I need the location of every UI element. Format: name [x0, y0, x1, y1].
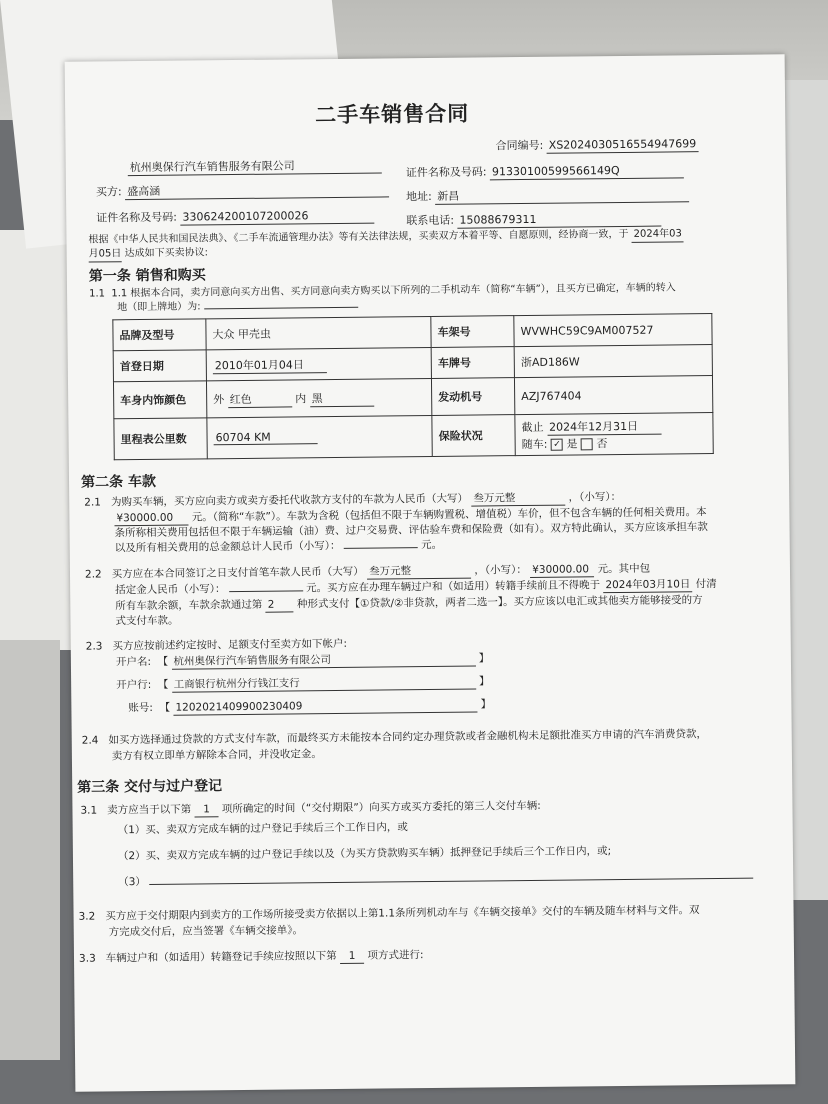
art2-2-text-h: 种形式支付【①贷款/②非贷款，两者二选一】。买方应该以电汇或其他卖方能够接受的方 [296, 594, 703, 611]
art1-1-no: 1.1 [89, 288, 106, 300]
art2-2-text-b: ，（小写）： [474, 563, 527, 577]
seller-cert-label: 证件名称及号码: [405, 165, 487, 180]
art2-1-line4 [115, 538, 443, 555]
art2-2-text-e: 元。买方应在办理车辆过户和（如适用）转籍手续前且不得晚于 [306, 579, 601, 595]
art3-1-opt3 [118, 869, 753, 890]
art3-1-opt1: （1）买、卖双方完成车辆的过户登记手续后三个工作日内，或 [117, 821, 408, 837]
checkbox-empty-icon [581, 438, 593, 450]
art2-1-text-a: 为购买车辆，买方应向卖方或卖方委托代收款方支付的车款为人民币（大写） [110, 492, 469, 509]
reg-date-label: 首登日期 [113, 350, 206, 382]
preamble-line1 [88, 227, 683, 248]
contract-no-row [495, 137, 698, 154]
acct-no-label: 账号: [128, 701, 154, 715]
mileage: 60704 KM [214, 430, 318, 445]
art2-1-line3: 条所称相关费用包括但不限于车辆运输（油）费、过户交易费、评估验车费和保险费（如有）。双方特此确认，买方应该承担车款 [114, 521, 708, 540]
transfer-place [204, 307, 358, 310]
reg-date: 2010年01月04日 [213, 356, 327, 374]
insurance-label: 保险状况 [432, 415, 515, 457]
art3-1-text-a: 卖方应当于以下第 [107, 803, 192, 817]
buyer-cert: 330624200107200026 [180, 209, 374, 226]
ins-until: 2024年12月31日 [547, 417, 661, 435]
ins-yes: 是 [566, 436, 578, 451]
contract-no-label: 合同编号: [495, 138, 544, 153]
art2-1-text-g: 元。 [421, 538, 443, 552]
art2-1-no: 2.1 [84, 496, 102, 509]
color-ext: 红色 [228, 390, 292, 408]
table-row [113, 376, 712, 419]
art2-1-text-b: ，（小写）： [568, 490, 622, 504]
art2-2-method: 2 [266, 597, 294, 612]
art2-2-amount-cn: 叁万元整 [367, 564, 471, 580]
art2-2-text-a: 买方应在本合同签订之日支付首笔车款人民币（大写） [111, 565, 364, 581]
art2-1-amount: ¥30000.00 [114, 511, 188, 527]
art3-2-line1 [79, 903, 700, 924]
art3-1-line1 [80, 799, 540, 819]
acct-no: 1202021409900230409 [173, 698, 477, 716]
art3-2-text-a: 买方应于交付期限内到卖方的工作场所接受卖方依据以上第1.1条所列机动车与《车辆交接单》交付的车辆及随车材料与文件。双 [105, 904, 700, 923]
art2-2-deposit [229, 590, 303, 592]
seller-cert: 91330100599566149Q [490, 163, 684, 180]
art3-2-no: 3.2 [78, 910, 96, 923]
art2-2-no: 2.2 [84, 568, 102, 581]
article2-title: 第二条 车款 [80, 473, 156, 491]
buyer-name: 盛高涵 [125, 182, 389, 200]
phone-row [406, 212, 661, 230]
art2-2-amount: ¥30000.00 [530, 562, 594, 578]
color-label: 车身内饰颜色 [113, 381, 206, 419]
art3-3-no: 3.3 [78, 952, 96, 965]
acct-name: 杭州奥保行汽车销售服务有限公司 [171, 652, 475, 670]
buyer-cert-row [96, 209, 374, 227]
plate-label: 车牌号 [431, 347, 514, 379]
art1-1-text2: 地（即上牌地）为: [117, 301, 201, 314]
engine-value: AZJ767404 [515, 376, 713, 415]
reg-date-value [206, 347, 431, 380]
art3-1-no: 3.1 [80, 804, 98, 817]
acct-bank-row: 开户行: 【 工商银行杭州分行钱江支行 】 [116, 675, 490, 692]
checkbox-checked-icon: ✓ [551, 438, 563, 450]
art2-2-text-d: 括定金人民币（小写）： [115, 583, 226, 597]
vin-label: 车架号 [431, 316, 514, 348]
preamble-text: 根据《中华人民共和国民法典》、《二手车流通管理办法》等有关法律法规，买卖双方本着平等、自愿原则，经协商一致，于 [88, 228, 629, 246]
art2-3-line1 [86, 637, 347, 654]
address-row [406, 187, 689, 205]
art2-4-no: 2.4 [81, 734, 99, 747]
art2-1-total [344, 547, 418, 549]
preamble-line2 [89, 246, 208, 262]
acct-bank: 工商银行杭州分行钱江支行 [172, 675, 476, 693]
seller-cert-row [406, 163, 684, 181]
acct-no-row: 账号: 【 1202021409900230409 】 [128, 698, 492, 715]
art2-1-text-d: 元。（简称“车款”）。车款为含税（包括但不限于车辆购置税、增值税）车价，但不包含车辆的任何相关费用。本 [191, 506, 707, 524]
color-ext-label: 外 [213, 392, 225, 406]
ins-with-label: 随车: [521, 437, 548, 451]
art3-3-sel: 1 [340, 949, 364, 964]
color-int-label: 内 [295, 391, 307, 405]
article1-title: 第一条 销售和购买 [88, 267, 206, 285]
insurance-value [515, 413, 713, 456]
art3-1-text-b: 项所确定的时间（“交付期限”）向买方或买方委托的第三人交付车辆: [221, 799, 541, 816]
art2-1-text-f: 以及所有相关费用的总金额总计人民币（小写）： [114, 539, 341, 555]
art2-1-amount-cn: 叁万元整 [471, 491, 565, 507]
art3-1-opt3-text: （3） [118, 875, 146, 889]
engine-label: 发动机号 [432, 378, 515, 416]
art2-3-no: 2.3 [85, 640, 103, 653]
acct-bank-label: 开户行: [116, 678, 152, 692]
art2-4-text-a: 如买方选择通过贷款的方式支付车款，而最终买方未能按本合同约定办理贷款或者金融机构未足额批准买方申请的汽车消费贷款， [108, 728, 707, 747]
color-value [206, 378, 431, 417]
ins-no: 否 [596, 436, 608, 450]
preamble-date-b: 月05日 [89, 247, 122, 262]
art3-3-text-a: 车辆过户和（如适用）转籍登记手续应按照以下第 [105, 949, 337, 965]
mileage-label: 里程表公里数 [114, 418, 207, 460]
art1-1-text: 1.1 根据本合同，卖方同意向买方出售、买方同意向卖方购买以下所列的二手机动车（简称“车辆”），且买方已确定，车辆的转入 [111, 282, 676, 300]
art3-3-text-b: 项方式进行: [367, 949, 424, 962]
contract-page [65, 54, 796, 1091]
acct-name-row: 开户名: 【 杭州奥保行汽车销售服务有限公司 】 [115, 652, 490, 669]
brand-value: 大众 甲壳虫 [206, 316, 431, 349]
background-left-desk [0, 640, 60, 1060]
phone-label: 联系电话: [406, 213, 455, 228]
address-label: 地址: [405, 189, 432, 204]
seller-name: 杭州奥保行汽车销售服务有限公司 [128, 158, 382, 176]
ins-until-label: 截止 [521, 420, 544, 434]
art2-2-text-g: 所有车款余额，车款余款通过第 [115, 598, 263, 613]
art3-1-opt2: （2）买、卖双方完成车辆的过户登记手续以及（为买方贷款购买车辆）抵押登记手续后三个工作日内，或; [117, 845, 612, 863]
color-int: 黑 [310, 389, 374, 407]
phone: 15088679311 [457, 212, 661, 229]
preamble-date-a: 2024年03 [632, 227, 684, 243]
art3-2-line2: 方完成交付后，应当签署《车辆交接单》。 [108, 924, 304, 939]
vehicle-table [112, 313, 713, 460]
art2-2-text-f: 付清 [695, 577, 717, 591]
seller-row [128, 158, 382, 176]
contract-no: XS20240305165549476​99 [547, 137, 699, 154]
art3-3-line1 [79, 948, 424, 967]
buyer-cert-label: 证件名称及号码: [96, 210, 178, 225]
preamble-text2: 达成如下买卖协议: [124, 247, 208, 260]
art3-1-opt3-blank [149, 878, 753, 885]
buyer-row [96, 182, 389, 200]
art2-2-date: 2024年03月10日 [603, 577, 692, 593]
article3-title: 第三条 交付与过户登记 [77, 778, 223, 796]
mileage-value [207, 415, 433, 458]
art2-4-line2: 卖方有权立即单方解除本合同，并没收定金。 [111, 748, 322, 763]
contract-title: 二手车销售合同 [315, 101, 470, 128]
address: 新昌 [435, 187, 689, 205]
acct-name-label: 开户名: [115, 655, 152, 669]
buyer-label: 买方: [95, 185, 122, 199]
art1-1-line2 [117, 299, 358, 316]
plate-value: 浙AD186W [514, 345, 712, 378]
art2-4-line1 [82, 727, 707, 748]
brand-label: 品牌及型号 [113, 319, 206, 351]
art2-2-text-c: 元。其中包 [597, 562, 651, 576]
table-row [114, 413, 713, 460]
vin-value: WVWHC59C9AM007527 [514, 314, 712, 347]
art2-2-line4: 式支付车款。 [115, 614, 179, 628]
art2-3-text-a: 买方应按前述约定按时、足额支付至卖方如下帐户: [112, 637, 348, 653]
art3-1-sel: 1 [194, 802, 218, 817]
